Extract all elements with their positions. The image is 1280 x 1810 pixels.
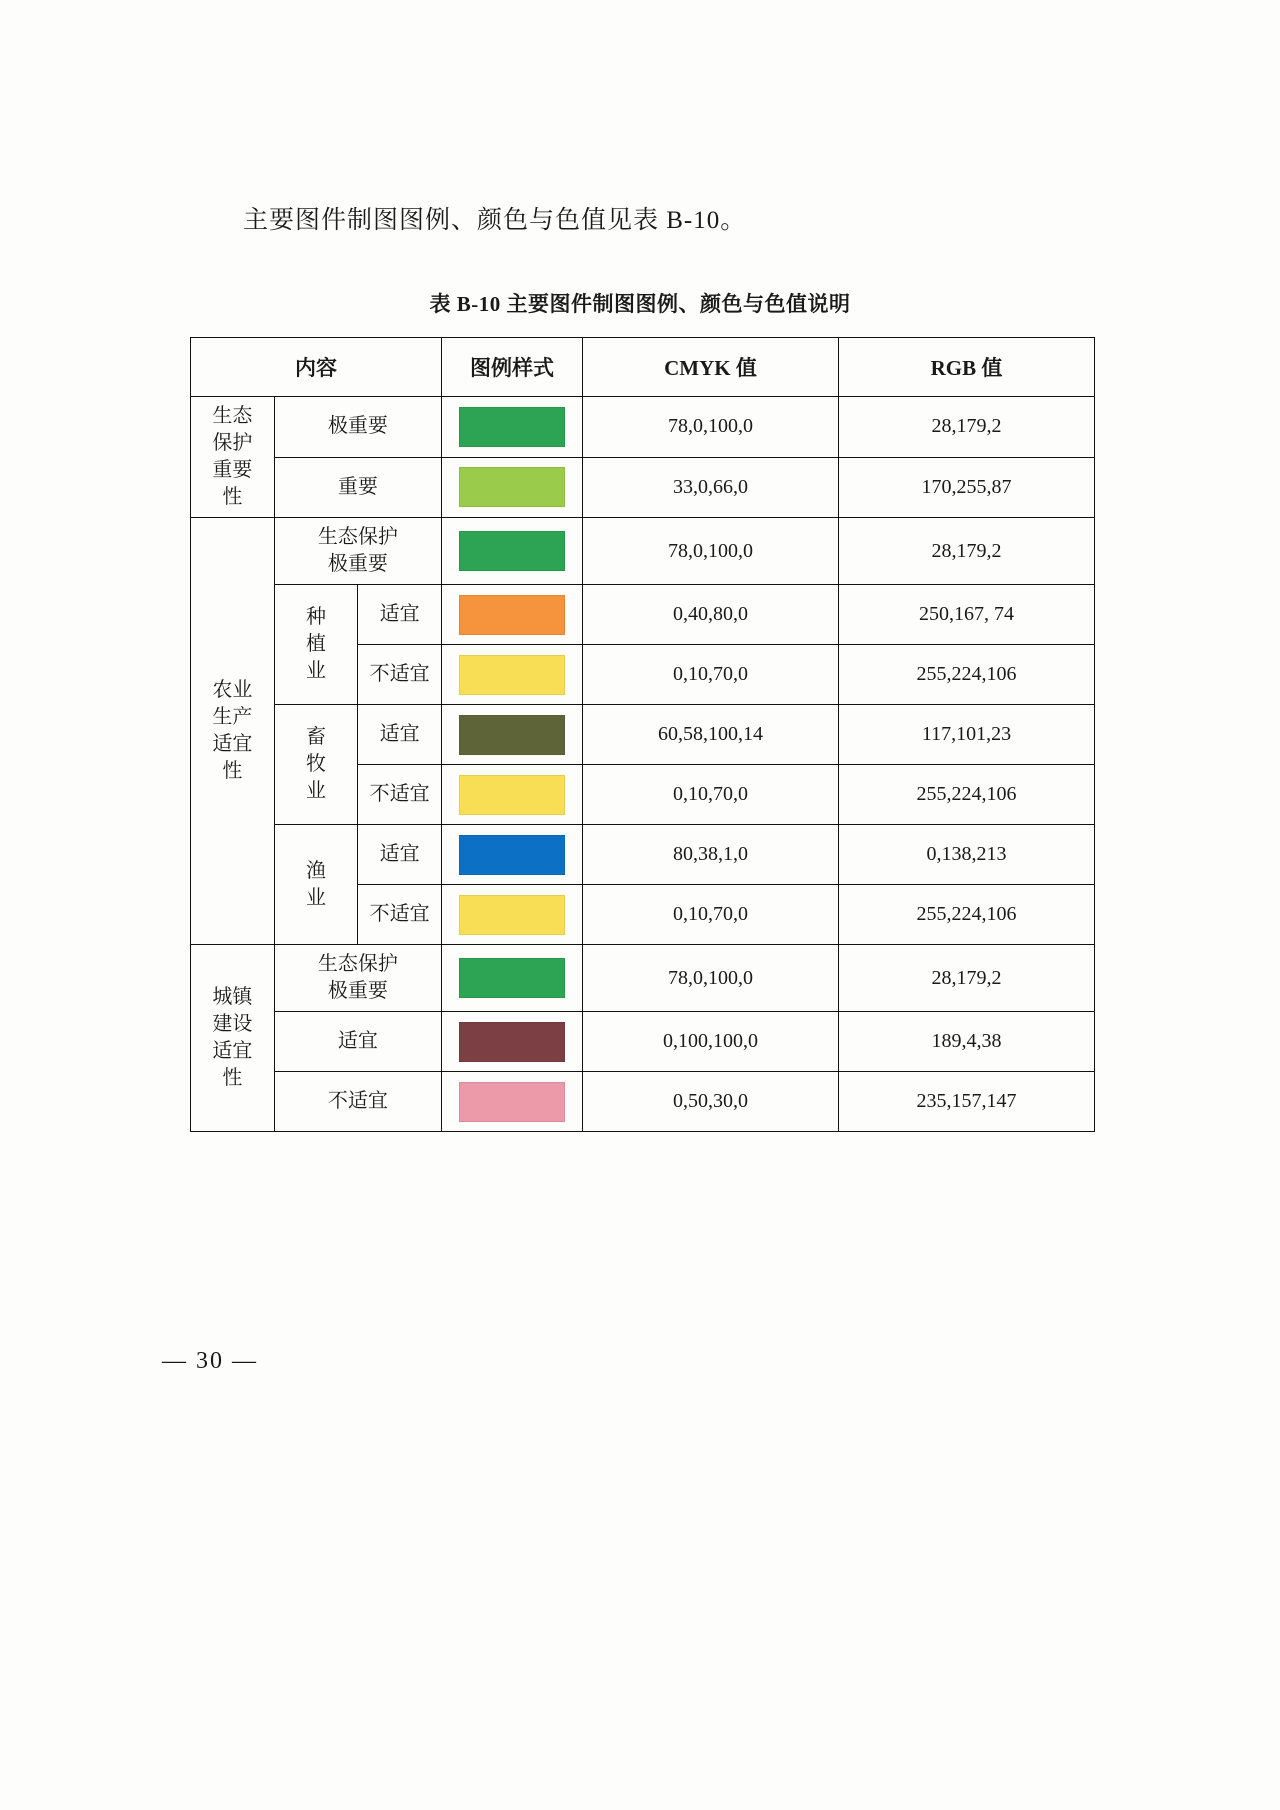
color-swatch bbox=[459, 895, 565, 935]
table-row bbox=[191, 1072, 1095, 1132]
color-swatch bbox=[459, 531, 565, 571]
row-label-text: 适宜 bbox=[379, 843, 420, 865]
rgb-value: 250,167, 74 bbox=[839, 585, 1095, 645]
color-swatch bbox=[459, 467, 565, 507]
color-swatch bbox=[459, 655, 565, 695]
group-label-eco bbox=[191, 397, 275, 518]
header-legend-style: 图例样式 bbox=[442, 338, 583, 397]
color-swatch bbox=[459, 958, 565, 998]
group-label-urban bbox=[191, 945, 275, 1132]
color-swatch bbox=[459, 1022, 565, 1062]
color-swatch-cell bbox=[442, 885, 583, 945]
row-label bbox=[358, 825, 442, 885]
table-body bbox=[191, 397, 1095, 1132]
subgroup-label-fishery-text: 渔 业 bbox=[305, 859, 326, 909]
cmyk-value: 0,40,80,0 bbox=[583, 585, 839, 645]
legend-table bbox=[190, 337, 1095, 1132]
row-label bbox=[358, 585, 442, 645]
cmyk-value: 60,58,100,14 bbox=[583, 705, 839, 765]
color-swatch-cell bbox=[442, 1012, 583, 1072]
rgb-value: 28,179,2 bbox=[839, 518, 1095, 585]
table-caption: 表 B-10 主要图件制图图例、颜色与色值说明 bbox=[429, 292, 851, 316]
subgroup-label-fishery bbox=[274, 825, 358, 945]
row-label bbox=[358, 645, 442, 705]
table-row bbox=[191, 825, 1095, 885]
color-swatch-cell bbox=[442, 825, 583, 885]
rgb-value: 189,4,38 bbox=[839, 1012, 1095, 1072]
cmyk-value: 33,0,66,0 bbox=[583, 457, 839, 518]
page-number: — 30 — bbox=[162, 1348, 258, 1374]
cmyk-value: 0,10,70,0 bbox=[583, 765, 839, 825]
table-row bbox=[191, 945, 1095, 1012]
rgb-value: 28,179,2 bbox=[839, 397, 1095, 458]
color-swatch-cell bbox=[442, 397, 583, 458]
color-swatch bbox=[459, 715, 565, 755]
header-rgb: RGB 值 bbox=[839, 338, 1095, 397]
row-label bbox=[274, 457, 441, 518]
group-label-agriculture-text: 农业 生产 适宜 性 bbox=[212, 679, 253, 782]
row-label-text: 生态保护 极重要 bbox=[317, 526, 398, 575]
row-label bbox=[274, 1072, 441, 1132]
color-swatch-cell bbox=[442, 518, 583, 585]
subgroup-label-planting bbox=[274, 585, 358, 705]
row-label bbox=[274, 397, 441, 458]
rgb-value: 235,157,147 bbox=[839, 1072, 1095, 1132]
rgb-value: 0,138,213 bbox=[839, 825, 1095, 885]
cmyk-value: 0,100,100,0 bbox=[583, 1012, 839, 1072]
cmyk-value: 0,50,30,0 bbox=[583, 1072, 839, 1132]
table-row bbox=[191, 1012, 1095, 1072]
table-row bbox=[191, 518, 1095, 585]
subgroup-label-livestock-text: 畜 牧 业 bbox=[305, 726, 326, 802]
rgb-value: 28,179,2 bbox=[839, 945, 1095, 1012]
row-label-text: 不适宜 bbox=[327, 1090, 388, 1112]
table-header bbox=[191, 338, 1095, 397]
color-swatch-cell bbox=[442, 765, 583, 825]
row-label-text: 适宜 bbox=[337, 1030, 378, 1052]
color-swatch-cell bbox=[442, 457, 583, 518]
color-swatch bbox=[459, 775, 565, 815]
group-label-agriculture bbox=[191, 518, 275, 945]
row-label-text: 生态保护 极重要 bbox=[317, 953, 398, 1002]
row-label bbox=[358, 705, 442, 765]
row-label-text: 极重要 bbox=[327, 415, 388, 438]
color-swatch bbox=[459, 1082, 565, 1122]
row-label-text: 不适宜 bbox=[369, 903, 430, 925]
row-label bbox=[358, 885, 442, 945]
cmyk-value: 80,38,1,0 bbox=[583, 825, 839, 885]
subgroup-label-planting-text: 种 植 业 bbox=[305, 606, 326, 682]
rgb-value: 255,224,106 bbox=[839, 645, 1095, 705]
row-label-text: 适宜 bbox=[379, 603, 420, 625]
color-swatch bbox=[459, 407, 565, 447]
color-swatch bbox=[459, 595, 565, 635]
cmyk-value: 78,0,100,0 bbox=[583, 945, 839, 1012]
rgb-value: 117,101,23 bbox=[839, 705, 1095, 765]
color-swatch-cell bbox=[442, 1072, 583, 1132]
row-label-text: 重要 bbox=[337, 475, 378, 498]
rgb-value: 170,255,87 bbox=[839, 457, 1095, 518]
table-row bbox=[191, 457, 1095, 518]
cmyk-value: 78,0,100,0 bbox=[583, 397, 839, 458]
header-content: 内容 bbox=[191, 338, 442, 397]
intro-paragraph: 主要图件制图图例、颜色与色值见表 B-10。 bbox=[243, 207, 747, 234]
color-swatch-cell bbox=[442, 705, 583, 765]
cmyk-value: 78,0,100,0 bbox=[583, 518, 839, 585]
table-row bbox=[191, 585, 1095, 645]
row-label bbox=[274, 518, 441, 585]
color-swatch-cell bbox=[442, 645, 583, 705]
color-swatch bbox=[459, 835, 565, 875]
row-label bbox=[358, 765, 442, 825]
cmyk-value: 0,10,70,0 bbox=[583, 645, 839, 705]
row-label bbox=[274, 945, 441, 1012]
table-header-row bbox=[191, 338, 1095, 397]
header-cmyk: CMYK 值 bbox=[583, 338, 839, 397]
rgb-value: 255,224,106 bbox=[839, 885, 1095, 945]
table-row bbox=[191, 705, 1095, 765]
row-label bbox=[274, 1012, 441, 1072]
row-label-text: 适宜 bbox=[379, 723, 420, 745]
subgroup-label-livestock bbox=[274, 705, 358, 825]
table-row bbox=[191, 397, 1095, 458]
rgb-value: 255,224,106 bbox=[839, 765, 1095, 825]
group-label-eco-text: 生态 保护 重要 性 bbox=[212, 405, 253, 508]
color-swatch-cell bbox=[442, 585, 583, 645]
color-swatch-cell bbox=[442, 945, 583, 1012]
cmyk-value: 0,10,70,0 bbox=[583, 885, 839, 945]
group-label-urban-text: 城镇 建设 适宜 性 bbox=[212, 986, 253, 1089]
row-label-text: 不适宜 bbox=[369, 663, 430, 685]
row-label-text: 不适宜 bbox=[369, 783, 430, 805]
